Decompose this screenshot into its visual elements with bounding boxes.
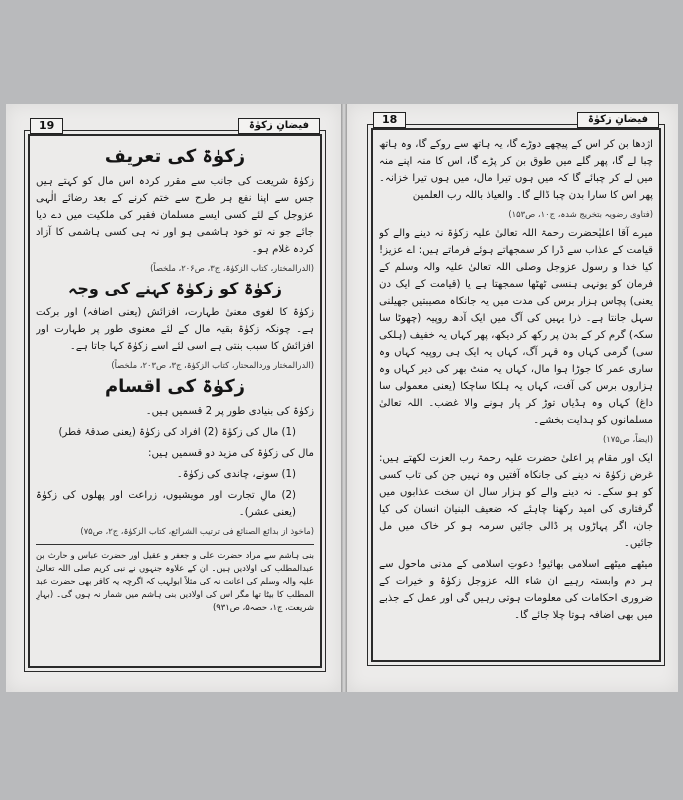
left-page (6, 104, 341, 692)
list-item: (2) مالِ تجارت اور مویشیوں، زراعت اور پھلوں کی زکوٰۃ (یعنی عشر)۔ (36, 490, 296, 518)
paragraph: زکوٰۃ کا لغوی معنیٰ طہارت، افزائش (یعنی اضافہ) اور برکت ہے۔ چونکہ زکوٰۃ بقیہ مال کے لئے معنوی طور پر طہارت اور افزائش کا سبب بنتی ہے اسی لئے اسے زکوٰۃ کہا جاتا ہے۔ (36, 307, 314, 352)
list-item: (1) سونے، چاندی کی زکوٰۃ۔ (176, 469, 296, 480)
left-page-frame (28, 119, 322, 668)
heading-zakat-types: زکوٰۃ کی اقسام (104, 376, 246, 397)
paragraph: ایک اور مقام پر اعلیٰ حضرت علیہ رحمۃ رب العزت لکھتے ہیں: غرض زکوٰۃ نہ دینے کی جانکاہ آفتیں وہ نہیں جن کی تاب کسی کو ہو سکے۔ نہ دینے والے کو ہزار سال ان سخت عذابوں میں گرفتاری کی امید رکھنا چاہئے کہ ضعیف البنیان انسان کی کیا جان، اگر پہاڑوں پر ڈالی جائیں سرمہ ہو کر خاک میں مل جائیں۔ (379, 453, 653, 549)
paragraph: زکوٰۃ کی بنیادی طور پر 2 قسمیں ہیں۔ (145, 406, 314, 417)
citation: (ایضاً، ص۱۷۵) (602, 434, 653, 444)
left-page-content (36, 142, 314, 660)
paragraph: میٹھے میٹھے اسلامی بھائیو! دعوتِ اسلامی کے مدنی ماحول سے ہر دم وابستہ رہیے ان شاء اللہ عزوجل زکوٰۃ و خیرات کے ضروری احکامات کی معلومات ہوتی رہیں گی اور عمل کے جذبے میں بھی اضافہ ہوتا چلا جائے گا۔ (379, 559, 653, 621)
paragraph: مال کی زکوٰۃ کی مزید دو قسمیں ہیں: (148, 448, 314, 459)
book-spread (6, 104, 678, 692)
page-number: 18 (373, 112, 406, 128)
right-page-frame (371, 113, 661, 662)
citation: (الدرالمختار، کتاب الزکوٰۃ، ج۳، ص۲۰۶، ملخصاً) (150, 263, 314, 273)
right-page-content (379, 136, 653, 654)
paragraph: میرے آقا اعلیٰحضرت رحمۃ اللہ تعالیٰ علیہ زکوٰۃ نہ دینے والے کو قیامت کے عذاب سے ڈرا کر سمجھاتے ہوئے فرماتے ہیں: اے عزیز! کیا خدا و رسول عزوجل وصلی اللہ تعالیٰ علیہ والہ وسلم کے فرمان کو یونہی ہنسی ٹھٹھا سمجھتا ہے یا (قیامت کے ایک دن یعنی) پچاس ہزار برس کی مدت میں یہ جانکاہ مصیبتیں جھیلنی سہل جانتا ہے۔ ذرا یہیں کی آگ میں ایک آدھ روپیہ (چھوٹا سا سکہ) گرم کر کے بدن پر رکھ کر دیکھ، پھر کہاں یہ خفیف (ہلکی سی) گرمی کہاں وہ قہر آگ، کہاں یہ ایک ہی روپیہ کہاں وہ ساری عمر کا جوڑا ہوا مال، کہاں یہ منٹ بھر کی دیر کہاں وہ ہزاروں برس کی آفت، کہاں یہ ہلکا ساچکا (یعنی معمولی سا داغ) کہاں وہ ہڈیاں توڑ کر پار ہونے والا غضب۔ اللہ تعالیٰ مسلمانوں کو ہدایت بخشے۔ (379, 228, 653, 426)
footnote-divider (36, 544, 314, 545)
paragraph: زکوٰۃ شریعت کی جانب سے مقرر کردہ اس مال کو کہتے ہیں جس سے اپنا نفع ہر طرح سے ختم کرنے کے بعد رضائے الٰہی عزوجل کے لئے کسی ایسے مسلمان فقیر کی ملکیت میں دے دیا جائے جو نہ تو خود ہاشمی ہو اور نہ ہی کسی ہاشمی کا آزاد کردہ غلام ہو۔ (36, 176, 314, 255)
right-page (347, 104, 678, 692)
left-page-header (30, 118, 320, 134)
page-number: 19 (30, 118, 63, 134)
citation: (ماخوذ از بدائع الصنائع فی ترتیب الشرائع، کتاب الزکوٰۃ، ج۲، ص۷۵) (80, 526, 314, 536)
heading-zakat-definition: زکوٰۃ کی تعریف (104, 146, 246, 167)
right-page-header (373, 112, 659, 128)
running-head: فیضانِ زکوٰۃ (577, 112, 659, 128)
citation: (فتاوی رضویہ بتخریج شدہ، ج۱۰، ص۱۵۳) (508, 209, 653, 219)
list-item: (1) مال کی زکوٰۃ (2) افراد کی زکوٰۃ (یعنی صدقۂ فطر) (58, 427, 296, 438)
paragraph: اژدھا بن کر اس کے پیچھے دوڑے گا، یہ ہاتھ سے روکے گا، وہ ہاتھ چبا لے گا، پھر گلے میں طوق بن کر پڑے گا، اس کا منہ اپنے منہ میں لے کر چبائے گا کہ میں ہوں تیرا مال، میں ہوں تیرا خزانہ۔ پھر اس کا سارا بدن چبا ڈالے گا۔ والعیاذ باللہ رب العلمین (379, 139, 653, 201)
footnote-text: بنی ہاشم سے مراد حضرت علی و جعفر و عقیل اور حضرت عباس و حارث بن عبدالمطلب کی اولادیں ہیں۔ ان کے علاوہ جنہوں نے نبی کریم صلی اللہ تعالیٰ علیہ والہ وسلم کی اعانت نہ کی مثلاً ابولہب کہ اگرچہ یہ کافر بھی حضرت عبد المطلب کا بیٹا تھا مگر اس کی اولادیں بنی ہاشم میں شمار نہ ہوں گی۔ (بہارِ شریعت، ج۱، حصہ۵، ص۹۳۱) (36, 550, 314, 612)
heading-zakat-naming-reason: زکوٰۃ کو زکوٰۃ کہنے کی وجہ (68, 279, 282, 298)
running-head: فیضانِ زکوٰۃ (238, 118, 320, 134)
footnote (36, 549, 314, 614)
citation: (الدرالمختار وردالمحتار، کتاب الزکوٰۃ، ج۳، ص۲۰۳، ملخصاً) (111, 360, 314, 370)
